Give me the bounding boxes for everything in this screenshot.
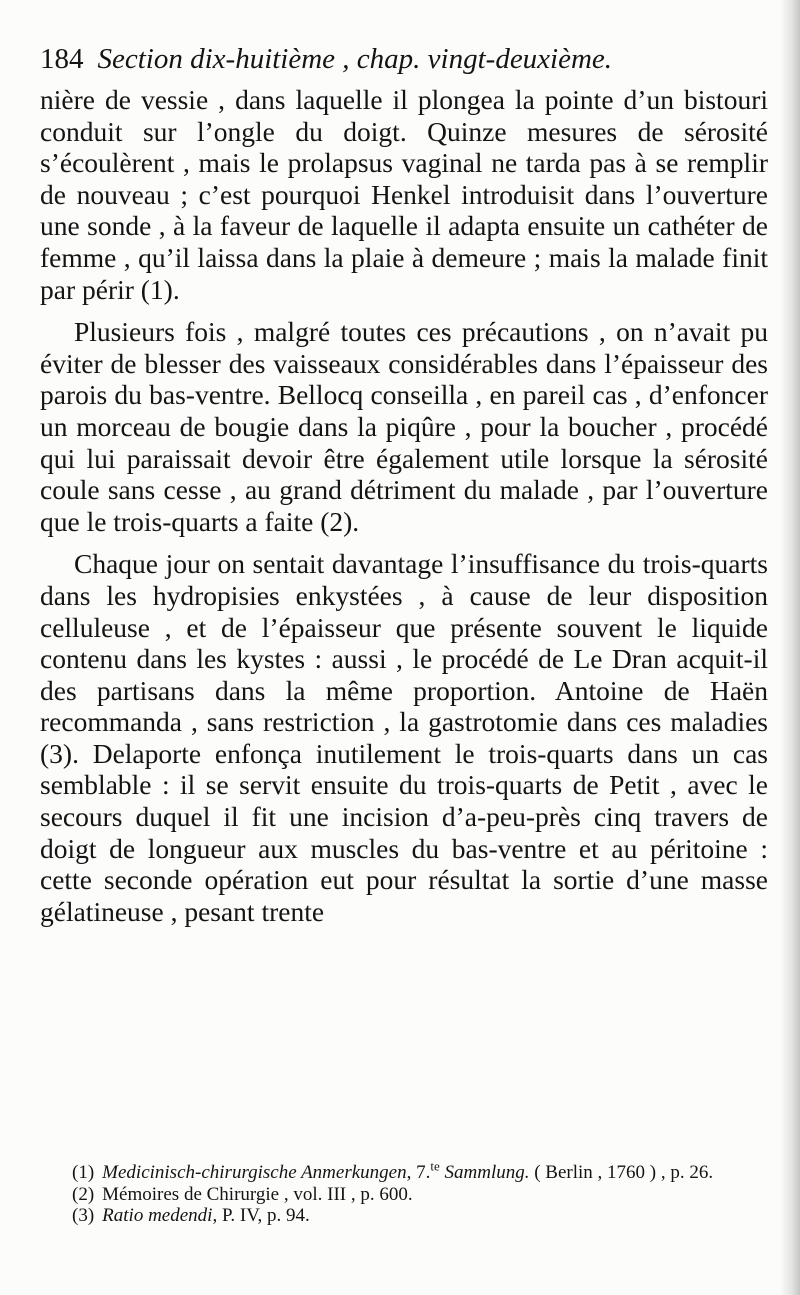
footnote-title: Ratio medendi: [102, 1205, 213, 1226]
footnote-mark: (3): [72, 1205, 95, 1226]
main-text: [40, 84, 768, 938]
footnote-mark: (2): [72, 1183, 95, 1205]
footnote-collection: Sammlung.: [444, 1162, 530, 1183]
footnote-edition: , 7.: [406, 1162, 431, 1183]
footnotes: [40, 1158, 768, 1227]
footnote-title: Medicinisch-chirurgische Anmerkungen: [102, 1162, 407, 1183]
paragraph-plusieurs-fois: Plusieurs fois , malgré toutes ces précautions , on n’avait pu éviter de blesser des vaisseaux considérables dans l’épaisseur des parois du bas-ventre. Bellocq conseilla , en pareil cas , d’enfoncer un morceau de bougie dans la piqûre , pour la boucher , procédé qui lui paraissait devoir être également utile lorsque la sérosité coule sans cesse , au grand détriment du malade , par l’ouverture que le trois-quarts a faite (2).: [40, 316, 768, 537]
footnote-publication: ( Berlin , 1760 ) , p. 26.: [534, 1162, 714, 1183]
paragraph-chaque-jour: Chaque jour on sentait davantage l’insuffisance du trois-quarts dans les hydropisies enkystées , à cause de leur disposition celluleuse , et de l’épaisseur que présente souvent le liquide contenu dans les kystes : aussi , le procédé de Le Dran acquit-il des partisans dans la même proportion. Antoine de Haën recommanda , sans restriction , la gastrotomie dans ces maladies (3). Delaporte enfonça inutilement le trois-quarts dans un cas semblable : il se servit ensuite du trois-quarts de Petit , avec le secours duquel il fit une incision d’a-peu-près cinq travers de doigt de longueur aux muscles du bas-ventre et au péritoine : cette seconde opération eut pour résultat la sortie d’une masse gélatineuse , pesant trente: [40, 548, 768, 927]
footnote-1: [40, 1158, 768, 1184]
footnote-mark: (1): [72, 1162, 95, 1183]
running-header: [40, 40, 770, 78]
page-edge-shadow: [780, 0, 800, 1295]
page-number: 184: [40, 43, 84, 75]
footnote-reference: , P. IV, p. 94.: [212, 1205, 310, 1226]
paragraph-continued: nière de vessie , dans laquelle il plongea la pointe d’un bistouri conduit sur l’ongle du doigt. Quinze mesures de sérosité s’écoulèrent , mais le prolapsus vaginal ne tarda pas à se remplir de nouveau ; c’est pourquoi Henkel introduisit dans l’ouverture une sonde , à la faveur de laquelle il adapta ensuite un cathéter de femme , qu’il laissa dans la plaie à demeure ; mais la malade finit par périr (1).: [40, 84, 768, 305]
footnote-3: [40, 1205, 768, 1227]
running-title: Section dix-huitième , chap. vingt-deuxième.: [97, 43, 613, 75]
footnote-superscript: te: [430, 1158, 440, 1174]
footnote-text: Mémoires de Chirurgie , vol. III , p. 600.: [102, 1183, 413, 1205]
footnote-2: [40, 1184, 768, 1206]
